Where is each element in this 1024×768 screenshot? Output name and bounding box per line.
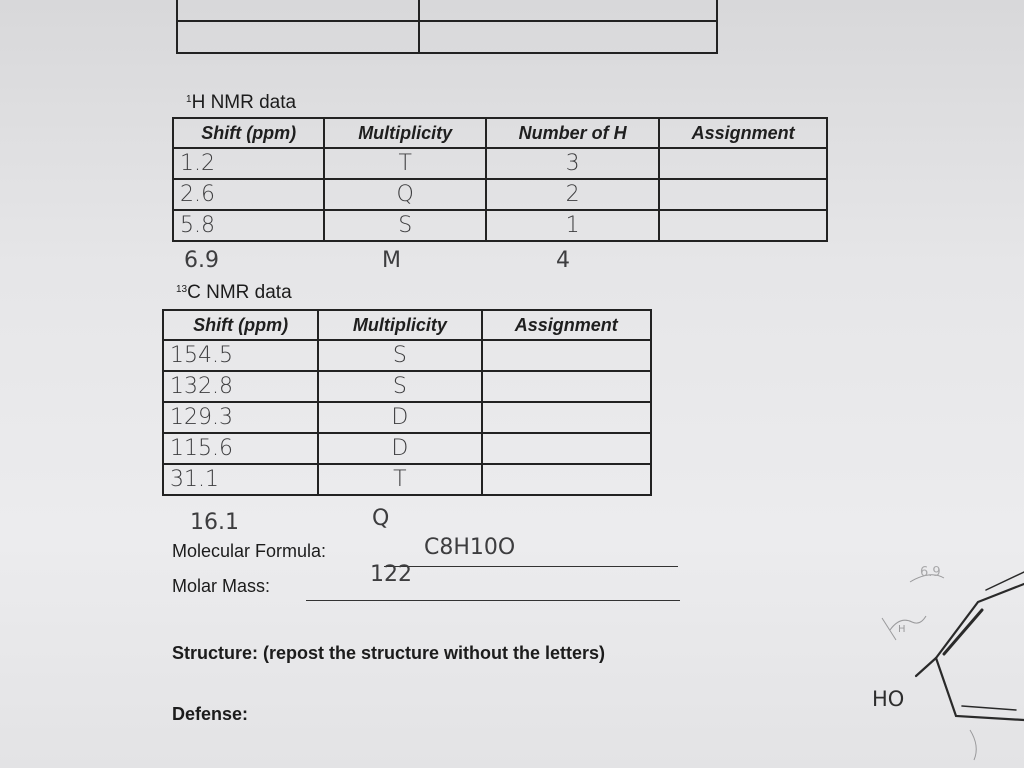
table-row: [173, 210, 827, 241]
c-nmr-table: [162, 309, 652, 496]
sketch-h-label: H: [898, 624, 906, 635]
c-nmr-title: [176, 282, 292, 304]
h-mult-cell: Q: [324, 179, 486, 210]
h-nmr-header-shift: Shift (ppm): [173, 118, 324, 148]
c-shift-cell: 154.5: [163, 340, 318, 371]
table-row: [163, 433, 651, 464]
h-extra-count: 4: [556, 248, 570, 273]
h-count-cell: 3: [486, 148, 659, 179]
h-shift-cell: 5.8: [173, 210, 324, 241]
top-table-column-divider: [418, 0, 420, 52]
h-count-cell: 2: [486, 179, 659, 210]
c-assign-cell[interactable]: [482, 371, 651, 402]
c-shift-cell: 31.1: [163, 464, 318, 495]
c-nmr-header-shift: Shift (ppm): [163, 310, 318, 340]
h-mult-cell: T: [324, 148, 486, 179]
h-shift-cell: 1.2: [173, 148, 324, 179]
c-mult-cell: S: [318, 371, 481, 402]
mass-underline: [306, 600, 680, 601]
h-assign-cell[interactable]: [659, 210, 827, 241]
h-nmr-title-superscript: 1: [186, 94, 192, 105]
c-nmr-header-row: [163, 310, 651, 340]
table-row: [163, 340, 651, 371]
structure-sketch: [860, 530, 1024, 768]
h-assign-cell[interactable]: [659, 179, 827, 210]
table-row: [163, 464, 651, 495]
c-shift-cell: 132.8: [163, 371, 318, 402]
c-assign-cell[interactable]: [482, 464, 651, 495]
c-mult-cell: D: [318, 402, 481, 433]
top-table-row-divider: [178, 20, 716, 22]
h-nmr-header-row: [173, 118, 827, 148]
structure-label: Structure: (repost the structure without the letters): [172, 643, 606, 663]
c-shift-cell: 129.3: [163, 402, 318, 433]
c-nmr-header-assignment: Assignment: [482, 310, 651, 340]
c-nmr-title-superscript: 13: [176, 284, 188, 295]
formula-value[interactable]: C8H10O: [424, 535, 516, 560]
sketch-ho-label: HO: [872, 687, 905, 711]
mass-value[interactable]: 122: [370, 562, 412, 587]
c-mult-cell: D: [318, 433, 481, 464]
c-nmr-header-multiplicity: Multiplicity: [318, 310, 481, 340]
h-count-cell: 1: [486, 210, 659, 241]
top-partial-table: [176, 0, 718, 54]
h-nmr-title: [186, 92, 296, 114]
h-nmr-header-number-of-h: Number of H: [486, 118, 659, 148]
h-extra-shift: 6.9: [184, 248, 219, 273]
h-mult-cell: S: [324, 210, 486, 241]
table-row: [173, 148, 827, 179]
c-mult-cell: T: [318, 464, 481, 495]
table-row: [163, 371, 651, 402]
c-assign-cell[interactable]: [482, 402, 651, 433]
mass-label: Molar Mass:: [172, 576, 271, 596]
h-nmr-header-multiplicity: Multiplicity: [324, 118, 486, 148]
h-nmr-title-text: H NMR data: [191, 92, 297, 113]
c-extra-mult: Q: [372, 506, 390, 531]
h-extra-mult: M: [382, 248, 401, 273]
formula-underline: [384, 566, 678, 567]
defense-label: Defense:: [172, 704, 249, 724]
h-nmr-header-assignment: Assignment: [659, 118, 827, 148]
c-assign-cell[interactable]: [482, 433, 651, 464]
table-row: [173, 179, 827, 210]
c-mult-cell: S: [318, 340, 481, 371]
c-nmr-title-text: C NMR data: [187, 282, 292, 303]
sketch-peak-label: 6.9: [920, 565, 941, 580]
formula-label: Molecular Formula:: [172, 541, 327, 561]
h-shift-cell: 2.6: [173, 179, 324, 210]
h-assign-cell[interactable]: [659, 148, 827, 179]
h-nmr-table: [172, 117, 828, 242]
c-assign-cell[interactable]: [482, 340, 651, 371]
c-extra-shift: 16.1: [190, 510, 239, 535]
c-shift-cell: 115.6: [163, 433, 318, 464]
table-row: [163, 402, 651, 433]
